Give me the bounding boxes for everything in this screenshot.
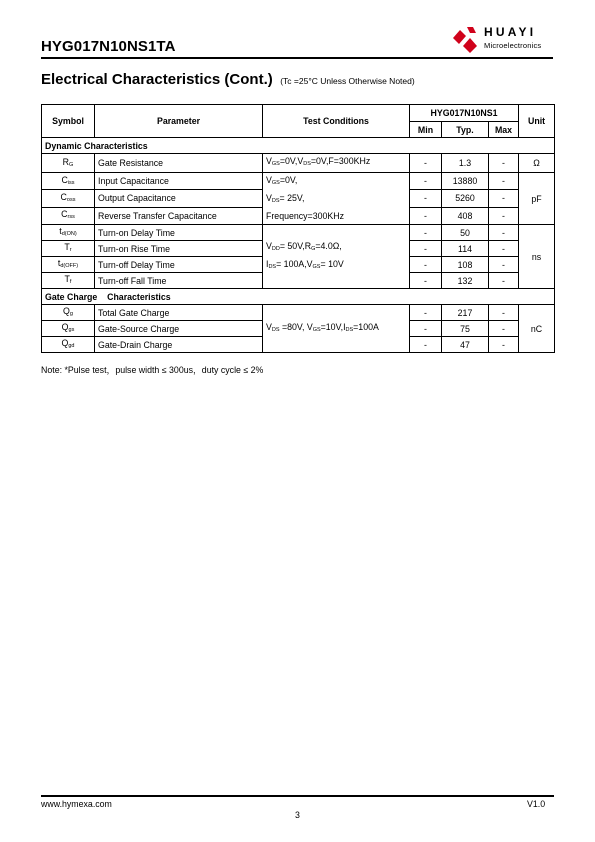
group-label-dynamic: Dynamic Characteristics xyxy=(42,138,555,154)
max-cell: - xyxy=(489,305,519,321)
parameter-cell: Gate Resistance xyxy=(95,154,263,173)
table-row xyxy=(42,305,555,321)
symbol-cell: $Q_{gs}$ xyxy=(42,321,95,337)
group-row-dynamic xyxy=(42,138,555,154)
symbol-cell: $Q_g$ xyxy=(42,305,95,321)
col-header-unit: Unit xyxy=(519,105,555,138)
max-cell: - xyxy=(489,257,519,273)
footer-website-link[interactable]: www.hymexa.com xyxy=(41,799,112,809)
document-part-number: HYG017N10NS1TA xyxy=(41,38,176,55)
typ-cell: 47 xyxy=(442,337,489,353)
min-cell: - xyxy=(410,241,442,257)
min-cell: - xyxy=(410,190,442,207)
col-header-parameter: Parameter xyxy=(95,105,263,138)
typ-cell: 13880 xyxy=(442,173,489,190)
parameter-cell: Gate-Drain Charge xyxy=(95,337,263,353)
parameter-cell: Input Capacitance xyxy=(95,173,263,190)
max-cell: - xyxy=(489,154,519,173)
group-label-gate-charge: Gate Charge Characteristics xyxy=(42,289,555,305)
unit-cell: Ω xyxy=(519,154,555,173)
col-header-typ: Typ. xyxy=(442,122,489,138)
table-row xyxy=(42,173,555,190)
symbol-cell: $R_G$ xyxy=(42,154,95,173)
typ-cell: 5260 xyxy=(442,190,489,207)
electrical-characteristics-table xyxy=(41,104,555,353)
typ-cell: 75 xyxy=(442,321,489,337)
section-title: Electrical Characteristics (Cont.) xyxy=(41,71,273,88)
brand-name: HUAYI xyxy=(484,25,537,39)
symbol-cell: $C_{oss}$ xyxy=(42,190,95,207)
table-header-row xyxy=(42,105,555,122)
footer-version: V1.0 xyxy=(527,799,546,809)
condition-cell: $V_{GS}=0V,V_{DS}=0V,F=300KHz$ xyxy=(263,154,410,173)
pulse-test-note: Note: *Pulse test，pulse width ≤ 300us，duty cycle ≤ 2% xyxy=(41,365,264,375)
typ-cell: 217 xyxy=(442,305,489,321)
brand-logo xyxy=(451,22,555,56)
max-cell: - xyxy=(489,273,519,289)
symbol-cell: $C_{iss}$ xyxy=(42,173,95,190)
parameter-cell: Reverse Transfer Capacitance xyxy=(95,207,263,224)
typ-cell: 132 xyxy=(442,273,489,289)
col-header-max: Max xyxy=(489,122,519,138)
symbol-cell: $T_r$ xyxy=(42,241,95,257)
page-number: 3 xyxy=(295,810,300,820)
header-rule xyxy=(41,57,553,59)
max-cell: - xyxy=(489,173,519,190)
condition-cell: $V_{GS}=0V$, $V_{DS}= 25V$, Frequency=300KHz xyxy=(263,173,410,225)
col-header-device: HYG017N10NS1 xyxy=(410,105,519,122)
symbol-cell: $C_{rss}$ xyxy=(42,207,95,224)
unit-cell: nC xyxy=(519,305,555,353)
symbol-cell: $t_{d(OFF)}$ xyxy=(42,257,95,273)
min-cell: - xyxy=(410,305,442,321)
footer-rule xyxy=(41,795,554,797)
parameter-cell: Output Capacitance xyxy=(95,190,263,207)
col-header-symbol: Symbol xyxy=(42,105,95,138)
max-cell: - xyxy=(489,321,519,337)
min-cell: - xyxy=(410,154,442,173)
condition-cell: $V_{DS} =80V$, $V_{GS}=10V,I_{DS}=100A$ xyxy=(263,305,410,353)
min-cell: - xyxy=(410,321,442,337)
max-cell: - xyxy=(489,337,519,353)
min-cell: - xyxy=(410,273,442,289)
typ-cell: 114 xyxy=(442,241,489,257)
group-row-gate-charge xyxy=(42,289,555,305)
parameter-cell: Turn-off Fall Time xyxy=(95,273,263,289)
condition-cell: $V_{DD}= 50V,R_G=4.0\Omega$, $I_{DS}= 100A,V_{GS}= 10V$ xyxy=(263,225,410,289)
unit-cell: ns xyxy=(519,225,555,289)
unit-cell: pF xyxy=(519,173,555,225)
min-cell: - xyxy=(410,225,442,241)
table-row xyxy=(42,154,555,173)
huayi-logo-icon xyxy=(451,24,481,54)
parameter-cell: Total Gate Charge xyxy=(95,305,263,321)
parameter-cell: Turn-off Delay Time xyxy=(95,257,263,273)
typ-cell: 108 xyxy=(442,257,489,273)
table-row xyxy=(42,225,555,241)
max-cell: - xyxy=(489,225,519,241)
col-header-min: Min xyxy=(410,122,442,138)
typ-cell: 408 xyxy=(442,207,489,224)
parameter-cell: Gate-Source Charge xyxy=(95,321,263,337)
max-cell: - xyxy=(489,207,519,224)
typ-cell: 50 xyxy=(442,225,489,241)
symbol-cell: $T_f$ xyxy=(42,273,95,289)
min-cell: - xyxy=(410,337,442,353)
min-cell: - xyxy=(410,173,442,190)
section-subtitle: (Tc =25°C Unless Otherwise Noted) xyxy=(280,76,415,86)
max-cell: - xyxy=(489,190,519,207)
symbol-cell: $Q_{gd}$ xyxy=(42,337,95,353)
max-cell: - xyxy=(489,241,519,257)
parameter-cell: Turn-on Delay Time xyxy=(95,225,263,241)
section-heading xyxy=(41,71,415,89)
min-cell: - xyxy=(410,207,442,224)
typ-cell: 1.3 xyxy=(442,154,489,173)
col-header-test-conditions: Test Conditions xyxy=(263,105,410,138)
symbol-cell: $t_{d(ON)}$ xyxy=(42,225,95,241)
parameter-cell: Turn-on Rise Time xyxy=(95,241,263,257)
brand-subtitle: Microelectronics xyxy=(484,41,542,50)
min-cell: - xyxy=(410,257,442,273)
